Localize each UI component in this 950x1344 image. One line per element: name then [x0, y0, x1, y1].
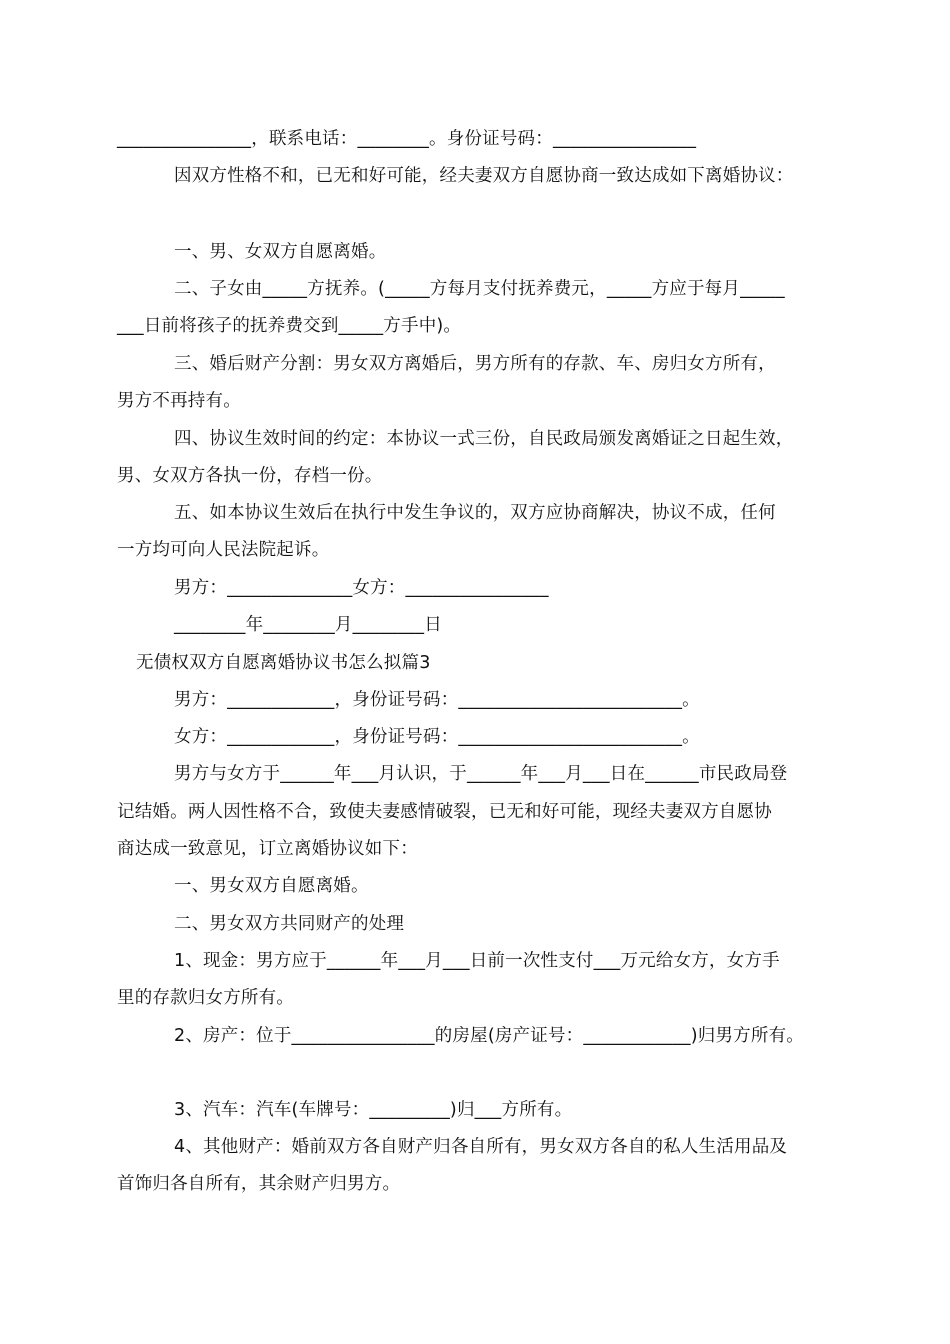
date-line: ________年________月________日: [174, 615, 442, 635]
marriage-paragraph-line-2: 记结婚。两人因性格不合，致使夫妻感情破裂，已无和好可能，现经夫妻双方自愿协: [117, 802, 772, 822]
male-party-line: 男方：____________，身份证号码：_________________________。: [174, 690, 700, 710]
female-party-line: 女方：____________，身份证号码：_________________________。: [174, 727, 700, 747]
marriage-paragraph-line-3: 商达成一致意见，订立离婚协议如下：: [117, 839, 418, 859]
signature-line: 男方：______________女方：________________: [174, 578, 549, 598]
other-property-line-1: 4、其他财产：婚前双方各自财产归各自所有，男女双方各自的私人生活用品及: [174, 1137, 788, 1157]
marriage-paragraph-line-1: 男方与女方于______年___月认识，于______年___月___日在______市民政局登: [174, 764, 788, 784]
cash-item-line-2: 里的存款归女方所有。: [117, 988, 294, 1008]
clause-4-line-2: 男、女双方各执一份，存档一份。: [117, 466, 383, 486]
contact-line: _______________，联系电话：________。身份证号码：________________: [117, 129, 697, 149]
agreement-clause-1: 一、男女双方自愿离婚。: [174, 876, 369, 896]
clause-5-line-2: 一方均可向人民法院起诉。: [117, 540, 330, 560]
other-property-line-2: 首饰归各自所有，其余财产归男方。: [117, 1174, 401, 1194]
clause-4-line-1: 四、协议生效时间的约定：本协议一式三份，自民政局颁发离婚证之日起生效，: [174, 429, 794, 449]
cash-item-line-1: 1、现金：男方应于______年___月___日前一次性支付___万元给女方，女方手: [174, 951, 780, 971]
clause-5-line-1: 五、如本协议生效后在执行中发生争议的，双方应协商解决，协议不成，任何: [174, 503, 776, 523]
property-item: 2、房产：位于________________的房屋(房产证号：____________)归男方所有。: [174, 1026, 804, 1046]
car-item: 3、汽车：汽车(车牌号：_________)归___方所有。: [174, 1100, 573, 1120]
clause-1: 一、男、女双方自愿离婚。: [174, 242, 387, 262]
clause-3-line-1: 三、婚后财产分割：男女双方离婚后，男方所有的存款、车、房归女方所有，: [174, 354, 776, 374]
agreement-clause-2: 二、男女双方共同财产的处理: [174, 914, 405, 934]
clause-3-line-2: 男方不再持有。: [117, 391, 241, 411]
intro-paragraph: 因双方性格不和，已无和好可能，经夫妻双方自愿协商一致达成如下离婚协议：: [174, 166, 794, 186]
clause-2-line-2: ___日前将孩子的抚养费交到_____方手中)。: [117, 316, 462, 336]
section-heading: 无债权双方自愿离婚协议书怎么拟篇3: [136, 653, 431, 673]
clause-2-line-1: 二、子女由_____方抚养。(_____方每月支付抚养费元，_____方应于每月_____: [174, 279, 785, 299]
